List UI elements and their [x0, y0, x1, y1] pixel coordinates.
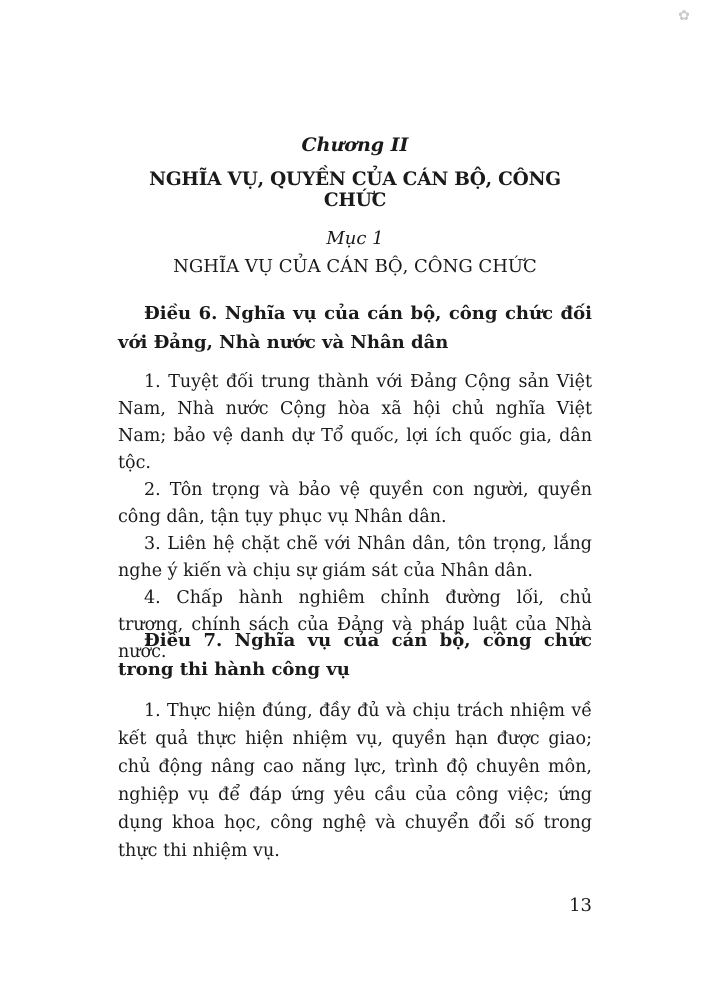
article-clauses [118, 697, 592, 865]
clause: 1. Tuyệt đối trung thành với Đảng Cộng sản Việt Nam, Nhà nước Cộng hòa xã hội chủ nghĩa Việt Nam; bảo vệ danh dự Tổ quốc, lợi ích quốc gia, dân tộc. [118, 372, 592, 473]
clause: 1. Thực hiện đúng, đầy đủ và chịu trách nhiệm về kết quả thực hiện nhiệm vụ, quyền hạn được giao; chủ động nâng cao năng lực, trình độ chuyên môn, nghiệp vụ để đáp ứng yêu cầu của công việc; ứng dụng khoa học, công nghệ và chuyển đổi số trong thực thi nhiệm vụ. [118, 701, 592, 861]
article-7 [118, 626, 592, 865]
page-number: 13 [569, 895, 592, 916]
article-heading: Điều 6. Nghĩa vụ của cán bộ, công chức đối với Đảng, Nhà nước và Nhân dân [118, 303, 592, 353]
section-title: NGHĨA VỤ CỦA CÁN BỘ, CÔNG CHỨC [173, 256, 537, 277]
article-heading: Điều 7. Nghĩa vụ của cán bộ, công chức trong thi hành công vụ [118, 630, 592, 680]
article-6 [118, 299, 592, 666]
article-clauses [118, 369, 592, 666]
clause: 3. Liên hệ chặt chẽ với Nhân dân, tôn trọng, lắng nghe ý kiến và chịu sự giám sát của Nhân dân. [118, 534, 592, 581]
flower-watermark-icon: ✿ [678, 8, 690, 24]
chapter-label: Chương II [301, 134, 409, 156]
clause: 4. Chấp hành nghiêm chỉnh đường lối, chủ trương, chính sách của Đảng và pháp luật của Nhà nước. [118, 588, 592, 662]
section-label: Mục 1 [326, 228, 384, 249]
clause: 2. Tôn trọng và bảo vệ quyền con người, quyền công dân, tận tụy phục vụ Nhân dân. [118, 480, 592, 527]
chapter-title: NGHĨA VỤ, QUYỀN CỦA CÁN BỘ, CÔNG CHỨC [149, 169, 561, 211]
